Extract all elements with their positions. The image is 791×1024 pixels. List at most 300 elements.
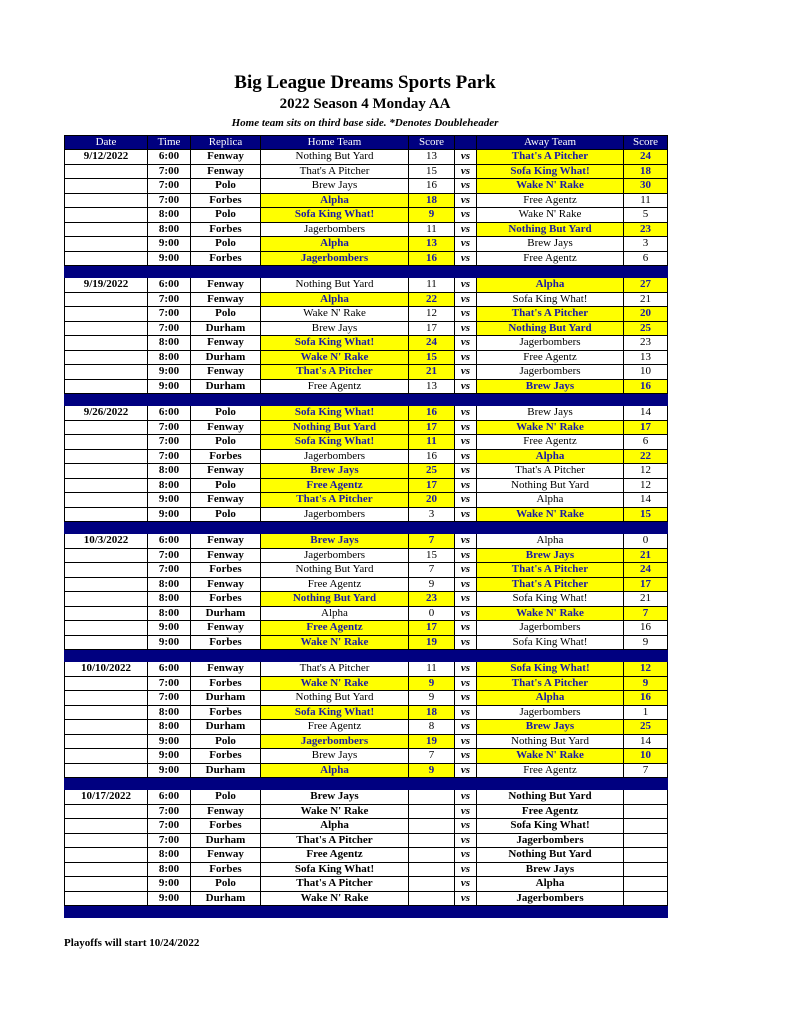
away-team: Sofa King What! (477, 164, 624, 179)
away-score: 7 (624, 606, 668, 621)
vs-label: vs (455, 592, 477, 607)
home-team: Alpha (261, 292, 409, 307)
separator-cell (148, 266, 191, 278)
away-team: Jagerbombers (477, 621, 624, 636)
table-row (65, 877, 668, 892)
home-team: Jagerbombers (261, 548, 409, 563)
home-score: 7 (409, 749, 455, 764)
away-score: 9 (624, 635, 668, 650)
game-date (65, 705, 148, 720)
game-time: 7:00 (148, 164, 191, 179)
week-separator (65, 266, 668, 278)
separator-cell (624, 650, 668, 662)
separator-cell (409, 778, 455, 790)
separator-cell (455, 778, 477, 790)
away-team: Free Agentz (477, 193, 624, 208)
game-replica: Durham (191, 691, 261, 706)
game-time: 9:00 (148, 749, 191, 764)
home-score: 9 (409, 208, 455, 223)
home-team: Wake N' Rake (261, 307, 409, 322)
home-score: 15 (409, 548, 455, 563)
separator-cell (477, 394, 624, 406)
table-row (65, 662, 668, 677)
game-time: 8:00 (148, 336, 191, 351)
game-date (65, 563, 148, 578)
home-score: 9 (409, 763, 455, 778)
col-header-home-score: Score (409, 136, 455, 150)
game-date: 9/26/2022 (65, 406, 148, 421)
vs-label: vs (455, 635, 477, 650)
away-score: 0 (624, 534, 668, 549)
away-team: Brew Jays (477, 548, 624, 563)
away-score: 24 (624, 563, 668, 578)
table-row (65, 464, 668, 479)
away-team: Free Agentz (477, 804, 624, 819)
vs-label: vs (455, 606, 477, 621)
separator-cell (65, 778, 148, 790)
home-team: Brew Jays (261, 749, 409, 764)
game-replica: Fenway (191, 621, 261, 636)
game-time: 9:00 (148, 763, 191, 778)
game-date (65, 891, 148, 906)
game-time: 7:00 (148, 292, 191, 307)
game-replica: Forbes (191, 749, 261, 764)
table-row (65, 251, 668, 266)
game-time: 8:00 (148, 862, 191, 877)
table-row (65, 179, 668, 194)
away-score (624, 819, 668, 834)
away-score: 25 (624, 720, 668, 735)
home-score: 7 (409, 534, 455, 549)
game-replica: Polo (191, 877, 261, 892)
col-header-vs (455, 136, 477, 150)
away-team: That's A Pitcher (477, 150, 624, 165)
table-row (65, 208, 668, 223)
table-row (65, 321, 668, 336)
week-separator (65, 650, 668, 662)
home-team: Free Agentz (261, 478, 409, 493)
separator-cell (455, 522, 477, 534)
away-score: 6 (624, 251, 668, 266)
table-row (65, 365, 668, 380)
game-time: 9:00 (148, 891, 191, 906)
game-date (65, 164, 148, 179)
game-time: 6:00 (148, 790, 191, 805)
game-replica: Forbes (191, 193, 261, 208)
home-team: Nothing But Yard (261, 278, 409, 293)
home-score (409, 833, 455, 848)
game-replica: Polo (191, 507, 261, 522)
table-row (65, 406, 668, 421)
game-time: 9:00 (148, 237, 191, 252)
game-date (65, 464, 148, 479)
game-replica: Polo (191, 734, 261, 749)
game-time: 7:00 (148, 307, 191, 322)
table-row (65, 734, 668, 749)
game-date (65, 478, 148, 493)
home-score: 17 (409, 478, 455, 493)
vs-label: vs (455, 749, 477, 764)
home-team: Wake N' Rake (261, 350, 409, 365)
home-team: Nothing But Yard (261, 420, 409, 435)
table-row (65, 891, 668, 906)
table-row (65, 292, 668, 307)
game-date (65, 621, 148, 636)
home-team: Alpha (261, 763, 409, 778)
game-replica: Forbes (191, 819, 261, 834)
game-date (65, 635, 148, 650)
game-date (65, 321, 148, 336)
home-score: 13 (409, 379, 455, 394)
game-date (65, 420, 148, 435)
separator-cell (65, 650, 148, 662)
game-time: 8:00 (148, 705, 191, 720)
home-score: 17 (409, 321, 455, 336)
game-date: 9/12/2022 (65, 150, 148, 165)
home-team: Free Agentz (261, 621, 409, 636)
away-team: Alpha (477, 493, 624, 508)
away-score: 23 (624, 222, 668, 237)
game-replica: Durham (191, 606, 261, 621)
vs-label: vs (455, 379, 477, 394)
home-team: That's A Pitcher (261, 833, 409, 848)
game-replica: Fenway (191, 493, 261, 508)
home-team: Jagerbombers (261, 222, 409, 237)
home-team: Wake N' Rake (261, 676, 409, 691)
home-team: Sofa King What! (261, 208, 409, 223)
home-score: 16 (409, 449, 455, 464)
home-team: Brew Jays (261, 534, 409, 549)
away-score: 18 (624, 164, 668, 179)
vs-label: vs (455, 662, 477, 677)
game-time: 6:00 (148, 534, 191, 549)
table-row (65, 621, 668, 636)
game-date (65, 307, 148, 322)
away-team: Jagerbombers (477, 705, 624, 720)
game-time: 8:00 (148, 606, 191, 621)
home-team: Sofa King What! (261, 705, 409, 720)
table-row (65, 478, 668, 493)
game-replica: Polo (191, 478, 261, 493)
game-date (65, 804, 148, 819)
away-score: 24 (624, 150, 668, 165)
game-date (65, 493, 148, 508)
home-score: 8 (409, 720, 455, 735)
game-replica: Polo (191, 237, 261, 252)
game-time: 7:00 (148, 548, 191, 563)
vs-label: vs (455, 179, 477, 194)
game-time: 9:00 (148, 251, 191, 266)
away-team: Nothing But Yard (477, 321, 624, 336)
home-team: Brew Jays (261, 790, 409, 805)
home-score (409, 891, 455, 906)
away-score: 16 (624, 691, 668, 706)
away-team: Brew Jays (477, 720, 624, 735)
away-score: 3 (624, 237, 668, 252)
schedule-body (65, 150, 668, 918)
page-title: Big League Dreams Sports Park (234, 72, 496, 93)
separator-cell (624, 906, 668, 918)
away-score (624, 804, 668, 819)
away-score (624, 848, 668, 863)
game-replica: Fenway (191, 292, 261, 307)
table-row (65, 635, 668, 650)
game-date (65, 606, 148, 621)
away-score: 14 (624, 493, 668, 508)
home-team: That's A Pitcher (261, 164, 409, 179)
home-score: 21 (409, 365, 455, 380)
game-date (65, 350, 148, 365)
vs-label: vs (455, 321, 477, 336)
home-team: That's A Pitcher (261, 365, 409, 380)
game-date (65, 237, 148, 252)
game-time: 7:00 (148, 691, 191, 706)
home-score: 13 (409, 237, 455, 252)
game-replica: Durham (191, 833, 261, 848)
game-time: 9:00 (148, 635, 191, 650)
table-row (65, 493, 668, 508)
home-score: 20 (409, 493, 455, 508)
game-replica: Durham (191, 720, 261, 735)
week-separator (65, 394, 668, 406)
game-time: 8:00 (148, 592, 191, 607)
vs-label: vs (455, 150, 477, 165)
vs-label: vs (455, 691, 477, 706)
vs-label: vs (455, 292, 477, 307)
table-row (65, 804, 668, 819)
table-row (65, 833, 668, 848)
home-team: Jagerbombers (261, 251, 409, 266)
game-date: 10/3/2022 (65, 534, 148, 549)
away-team: Free Agentz (477, 251, 624, 266)
table-row (65, 705, 668, 720)
home-score: 18 (409, 705, 455, 720)
game-date (65, 862, 148, 877)
game-replica: Fenway (191, 420, 261, 435)
home-score: 16 (409, 251, 455, 266)
separator-cell (148, 522, 191, 534)
home-score: 22 (409, 292, 455, 307)
game-time: 9:00 (148, 621, 191, 636)
away-team: That's A Pitcher (477, 563, 624, 578)
game-replica: Fenway (191, 365, 261, 380)
game-date (65, 507, 148, 522)
vs-label: vs (455, 406, 477, 421)
game-date (65, 720, 148, 735)
game-time: 8:00 (148, 577, 191, 592)
table-row (65, 720, 668, 735)
table-row (65, 435, 668, 450)
game-replica: Fenway (191, 336, 261, 351)
vs-label: vs (455, 676, 477, 691)
vs-label: vs (455, 621, 477, 636)
game-replica: Forbes (191, 222, 261, 237)
home-score: 0 (409, 606, 455, 621)
home-score: 3 (409, 507, 455, 522)
game-replica: Fenway (191, 278, 261, 293)
table-row (65, 336, 668, 351)
game-time: 8:00 (148, 464, 191, 479)
separator-cell (148, 394, 191, 406)
home-team: Free Agentz (261, 848, 409, 863)
separator-cell (148, 778, 191, 790)
game-replica: Durham (191, 350, 261, 365)
home-team: Wake N' Rake (261, 804, 409, 819)
separator-cell (65, 906, 148, 918)
schedule-note: Home team sits on third base side. *Denotes Doubleheader (231, 117, 499, 129)
vs-label: vs (455, 563, 477, 578)
home-score: 11 (409, 278, 455, 293)
game-date (65, 763, 148, 778)
table-row (65, 691, 668, 706)
game-time: 8:00 (148, 848, 191, 863)
separator-cell (409, 522, 455, 534)
vs-label: vs (455, 848, 477, 863)
table-row (65, 193, 668, 208)
game-time: 6:00 (148, 278, 191, 293)
home-score: 9 (409, 577, 455, 592)
game-time: 8:00 (148, 720, 191, 735)
away-score: 11 (624, 193, 668, 208)
game-date: 10/10/2022 (65, 662, 148, 677)
separator-cell (477, 522, 624, 534)
separator-cell (409, 266, 455, 278)
away-team: Wake N' Rake (477, 420, 624, 435)
table-row (65, 790, 668, 805)
game-time: 8:00 (148, 208, 191, 223)
game-replica: Fenway (191, 804, 261, 819)
game-replica: Fenway (191, 577, 261, 592)
separator-cell (624, 522, 668, 534)
home-score: 9 (409, 691, 455, 706)
away-score (624, 877, 668, 892)
game-replica: Forbes (191, 449, 261, 464)
vs-label: vs (455, 193, 477, 208)
home-team: Alpha (261, 237, 409, 252)
vs-label: vs (455, 833, 477, 848)
game-time: 7:00 (148, 179, 191, 194)
away-score: 12 (624, 662, 668, 677)
vs-label: vs (455, 790, 477, 805)
game-time: 7:00 (148, 819, 191, 834)
away-team: That's A Pitcher (477, 577, 624, 592)
game-date (65, 379, 148, 394)
home-team: Jagerbombers (261, 449, 409, 464)
game-replica: Durham (191, 321, 261, 336)
vs-label: vs (455, 862, 477, 877)
away-score: 10 (624, 365, 668, 380)
away-score: 13 (624, 350, 668, 365)
away-score: 17 (624, 420, 668, 435)
game-time: 7:00 (148, 676, 191, 691)
home-score: 25 (409, 464, 455, 479)
separator-cell (261, 394, 409, 406)
home-score: 15 (409, 164, 455, 179)
game-time: 9:00 (148, 507, 191, 522)
away-score: 9 (624, 676, 668, 691)
game-date (65, 676, 148, 691)
game-time: 7:00 (148, 420, 191, 435)
game-replica: Polo (191, 179, 261, 194)
table-row (65, 222, 668, 237)
game-date (65, 749, 148, 764)
table-row (65, 749, 668, 764)
separator-cell (624, 266, 668, 278)
game-replica: Polo (191, 435, 261, 450)
away-score: 16 (624, 379, 668, 394)
home-team: Brew Jays (261, 321, 409, 336)
home-score: 9 (409, 676, 455, 691)
away-score: 7 (624, 763, 668, 778)
away-score: 27 (624, 278, 668, 293)
game-date (65, 365, 148, 380)
table-row (65, 676, 668, 691)
away-team: Nothing But Yard (477, 478, 624, 493)
game-replica: Forbes (191, 676, 261, 691)
game-replica: Forbes (191, 592, 261, 607)
game-time: 6:00 (148, 662, 191, 677)
vs-label: vs (455, 464, 477, 479)
game-date (65, 208, 148, 223)
col-header-away-score: Score (624, 136, 668, 150)
vs-label: vs (455, 720, 477, 735)
week-separator (65, 906, 668, 918)
away-team: Sofa King What! (477, 662, 624, 677)
week-separator (65, 778, 668, 790)
home-score: 17 (409, 420, 455, 435)
home-score: 19 (409, 635, 455, 650)
away-team: Sofa King What! (477, 819, 624, 834)
table-row (65, 150, 668, 165)
separator-cell (409, 906, 455, 918)
game-replica: Forbes (191, 705, 261, 720)
away-team: Alpha (477, 691, 624, 706)
game-replica: Polo (191, 208, 261, 223)
home-team: Brew Jays (261, 179, 409, 194)
col-header-home-team: Home Team (261, 136, 409, 150)
home-score: 13 (409, 150, 455, 165)
home-team: That's A Pitcher (261, 493, 409, 508)
away-team: Brew Jays (477, 862, 624, 877)
vs-label: vs (455, 222, 477, 237)
away-score (624, 862, 668, 877)
away-team: Brew Jays (477, 379, 624, 394)
game-time: 7:00 (148, 321, 191, 336)
away-score: 21 (624, 292, 668, 307)
away-score: 21 (624, 548, 668, 563)
week-separator (65, 522, 668, 534)
away-team: Wake N' Rake (477, 179, 624, 194)
game-time: 7:00 (148, 193, 191, 208)
away-score (624, 790, 668, 805)
game-replica: Durham (191, 379, 261, 394)
home-score (409, 804, 455, 819)
home-team: Sofa King What! (261, 336, 409, 351)
home-team: Nothing But Yard (261, 691, 409, 706)
table-row (65, 237, 668, 252)
table-row (65, 577, 668, 592)
away-team: That's A Pitcher (477, 676, 624, 691)
game-date (65, 592, 148, 607)
separator-cell (191, 906, 261, 918)
separator-cell (477, 266, 624, 278)
separator-cell (261, 522, 409, 534)
separator-cell (409, 394, 455, 406)
vs-label: vs (455, 365, 477, 380)
game-time: 9:00 (148, 365, 191, 380)
home-team: Nothing But Yard (261, 563, 409, 578)
away-score: 15 (624, 507, 668, 522)
